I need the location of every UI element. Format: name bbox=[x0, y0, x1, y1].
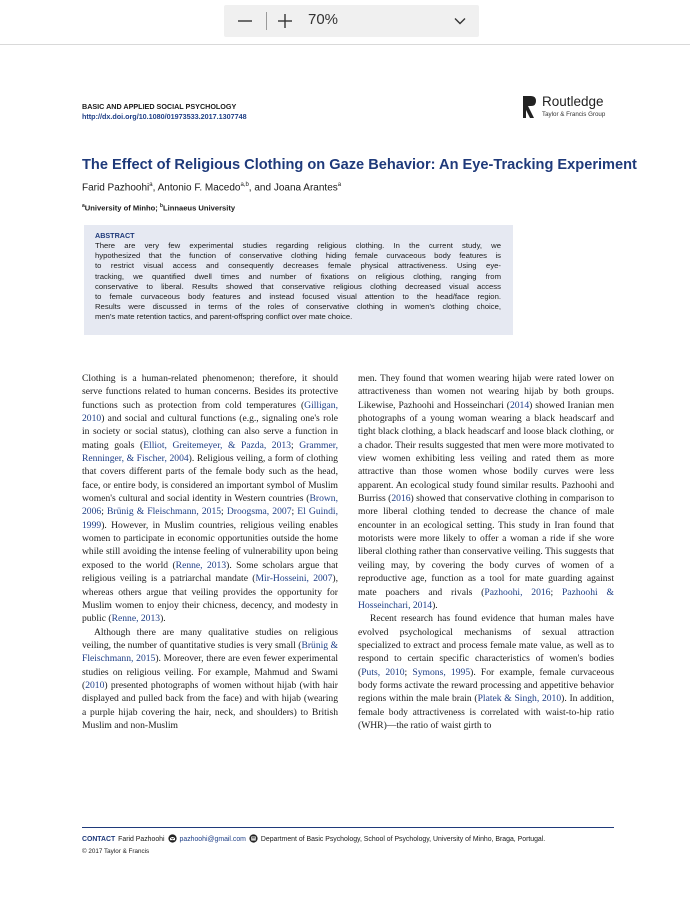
journal-header bbox=[82, 102, 247, 122]
citation-link[interactable]: Brown, 2006 bbox=[82, 493, 338, 518]
body-text: ). bbox=[160, 613, 166, 625]
body-text: ) and social and cultural functions (e.g., signaling one's role in society or social status), clothing can also serve a function in mating goals ( bbox=[82, 413, 338, 451]
body-text: ), whereas others argue that veiling provides the opportunity for Muslim women to enjoy their chicness, decency, and modesty in public ( bbox=[82, 573, 338, 625]
plus-icon bbox=[277, 13, 293, 29]
body-text: Clothing is a human-related phenomenon; therefore, it should serve functions related to human concerns. Besides its protective functions such as protection from cold temperatures ( bbox=[82, 373, 338, 411]
abstract-line: tracking, we quantified dwell times and number of fixations on religious clothing, ranging from bbox=[95, 271, 501, 281]
abstract-line: There are very few experimental studies regarding religious clothing. In the current study, we bbox=[95, 241, 501, 250]
zoom-out-button[interactable] bbox=[228, 5, 262, 37]
author-affiliation-mark: a bbox=[149, 182, 153, 188]
abstract-line: men's mate retention tactics, and parent-offspring conflict over mate choice. bbox=[95, 312, 353, 322]
body-text: ). Moreover, there are even fewer experimental studies on religious veiling. For example, Mahmud and Swami ( bbox=[82, 653, 339, 691]
zoom-control bbox=[224, 5, 479, 37]
abstract-line: to female curvaceous body features and instead focused visual attention to the head/face region. bbox=[95, 292, 501, 302]
email-icon bbox=[168, 834, 177, 845]
zoom-value[interactable]: 70% bbox=[308, 11, 339, 28]
citation-link[interactable]: Pazhoohi & Hosseinchari, 2014 bbox=[358, 586, 614, 611]
citation-link[interactable]: Renne, 2013 bbox=[111, 613, 161, 625]
citation-link[interactable]: Brünig & Fleischmann, 2015 bbox=[106, 506, 222, 518]
body-column-left bbox=[82, 372, 338, 732]
body-text: ). However, in Muslim countries, religious veiling enables women to participate in economic opportunities outside the home while still avoiding the intense feeling of vulnerability upon being exposed to the world ( bbox=[82, 519, 338, 571]
author-name: Joana Arantes bbox=[273, 182, 338, 194]
abstract-line: Results were discussed in terms of the roles of conservative clothing in women's clothing choice, bbox=[95, 302, 501, 312]
body-text: ). bbox=[432, 599, 438, 611]
body-text: Recent research has found evidence that human males have evolved psychological mechanisms of sexual attraction specialized to extract and process female mate value, as well as to respond to certain specific characteristics of women's bodies ( bbox=[358, 613, 614, 678]
citation-link[interactable]: Mir-Hosseini, 2007 bbox=[255, 573, 333, 585]
footer-rule bbox=[82, 827, 614, 828]
citation-link[interactable]: Platek & Singh, 2010 bbox=[477, 693, 562, 705]
toolbar-separator bbox=[266, 12, 267, 30]
body-text: ; bbox=[101, 506, 107, 518]
body-text: ; bbox=[291, 506, 298, 518]
body-paragraph bbox=[358, 612, 614, 732]
author-name: Antonio F. Macedo bbox=[157, 182, 241, 194]
routledge-logo-icon bbox=[520, 94, 538, 120]
zoom-dropdown[interactable] bbox=[450, 11, 470, 31]
citation-link[interactable]: Renne, 2013 bbox=[175, 559, 227, 571]
affiliation-mark: b bbox=[159, 203, 163, 209]
citation-link[interactable]: Brünig & Fleischmann, 2015 bbox=[82, 639, 338, 665]
doi-link[interactable]: http://dx.doi.org/10.1080/01973533.2017.1307748 bbox=[82, 112, 247, 121]
pdf-page bbox=[0, 45, 690, 924]
copyright-notice: © 2017 Taylor & Francis bbox=[82, 848, 150, 855]
citation-link[interactable]: 2010 bbox=[85, 679, 105, 691]
abstract-line: hypothesized that the function of conservative clothing hiding female curvaceous body features is bbox=[95, 251, 501, 261]
body-text: Although there are many qualitative studies on religious veiling, the number of quantitative studies is very small ( bbox=[82, 626, 338, 651]
contact-line bbox=[82, 834, 545, 845]
body-text: ; bbox=[404, 666, 413, 678]
body-text: ; bbox=[550, 586, 562, 598]
body-text: ) presented photographs of women without hijab (with hair displayed and pulled back from the face) and with hijab (wearing a purple hijab covering the hair, neck, and shoulders) to British Muslim and non-Muslim bbox=[82, 679, 338, 731]
article-authors: Farid Pazhoohi$^a$, Antonio F. Macedo$^{a,b}$, and Joana Arantes$^a$ bbox=[82, 182, 342, 194]
author-name: Farid Pazhoohi bbox=[82, 182, 150, 194]
publisher-subtitle: Taylor & Francis Group bbox=[542, 111, 606, 118]
pdf-toolbar bbox=[0, 0, 690, 45]
affiliation-name: University of Minho; bbox=[84, 203, 160, 213]
publisher-name: Routledge bbox=[542, 94, 604, 109]
citation-link[interactable]: Puts, 2010 bbox=[361, 666, 405, 678]
abstract-text bbox=[95, 241, 501, 323]
publisher-logo bbox=[520, 94, 620, 124]
article-title: The Effect of Religious Clothing on Gaze Behavior: An Eye-Tracking Experiment bbox=[82, 157, 637, 173]
body-paragraph bbox=[358, 372, 614, 612]
affiliation-name: Linnaeus University bbox=[162, 203, 236, 213]
body-text: ). Religious veiling, a form of clothing that covers different parts of the female body such as the head, face, or entire body, is considered an important symbol of Muslim women's cultural and social identity in Western countries ( bbox=[82, 453, 338, 505]
citation-link[interactable]: El Guindi, 1999 bbox=[82, 506, 338, 531]
author-affiliation-mark: a,b bbox=[240, 182, 249, 188]
body-text: ). Some scholars argue that religious veiling is a patriarchal mandate ( bbox=[82, 559, 339, 585]
body-text: men. They found that women wearing hijab were rated lower on attractiveness than women not wearing hijab by both groups. Likewise, Pazhoohi and Hosseinchari ( bbox=[358, 373, 614, 411]
citation-link[interactable]: Gilligan, 2010 bbox=[82, 399, 338, 425]
body-text: ) showed that conservative clothing in comparison to more liberal clothing tended to decrease the chance of male encounter in an ecological setting. This study in Iran found that motorists were more likely to offer a woman a ride if she wore liberal clothing rather than conservative veiling. This suggests that veiling may, by covering the body curves of women of a reproductive age, function as a tool for mate guarding against mate poachers and rivals ( bbox=[358, 493, 614, 598]
citation-link[interactable]: Elliot, Greitemeyer, & Pazda, 2013 bbox=[143, 439, 291, 451]
affiliation-mark: a bbox=[82, 203, 85, 209]
minus-icon bbox=[237, 13, 253, 29]
article-affiliations bbox=[82, 203, 235, 213]
zoom-in-button[interactable] bbox=[268, 5, 302, 37]
abstract-line: conservative to liberal. Results showed that conservative religious clothing decreased visual access bbox=[95, 281, 501, 291]
citation-link[interactable]: 2016 bbox=[391, 493, 411, 505]
citation-link[interactable]: Symons, 1995 bbox=[412, 666, 471, 678]
contact-address: Department of Basic Psychology, School of Psychology, University of Minho, Braga, Portugal. bbox=[260, 836, 546, 843]
body-text: ; bbox=[221, 506, 227, 518]
abstract-box bbox=[84, 225, 513, 335]
citation-link[interactable]: Droogsma, 2007 bbox=[226, 506, 292, 518]
citation-link[interactable]: 2014 bbox=[509, 399, 530, 411]
contact-label: CONTACT bbox=[82, 836, 116, 843]
abstract-line: to restrict visual access and consequently decreases female physical attractiveness. Using eye- bbox=[95, 261, 501, 271]
body-paragraph bbox=[82, 372, 338, 626]
author-affiliation-mark: a bbox=[337, 182, 342, 188]
contact-email[interactable]: pazhoohi@gmail.com bbox=[179, 836, 246, 843]
body-text: ). In addition, female body attractiveness is correlated with waist-to-hip ratio (WHR)—the ratio of waist girth to bbox=[358, 693, 615, 731]
body-text: ) showed Iranian men photographs of a young woman wearing a black headscarf and tight black clothing, a black headscarf and loose black clothing, or a chador. Their results suggested that men were more motivated to view women exhibiting less veiling and rated them as more attractive than those women whose bodily curves were less apparent. An ecological study found similar results. Pazhoohi and Burriss ( bbox=[358, 399, 614, 505]
address-icon bbox=[249, 834, 258, 845]
abstract-label: ABSTRACT bbox=[95, 231, 135, 240]
chevron-down-icon bbox=[454, 17, 466, 25]
body-text: ). For example, female curvaceous body forms activate the reward processing and appetitive behavior regions within the male brain ( bbox=[358, 666, 614, 705]
body-text: ; bbox=[291, 439, 300, 451]
contact-name: Farid Pazhoohi bbox=[118, 836, 165, 843]
journal-name: BASIC AND APPLIED SOCIAL PSYCHOLOGY bbox=[82, 102, 237, 111]
citation-link[interactable]: Pazhoohi, 2016 bbox=[484, 586, 551, 598]
body-paragraph bbox=[82, 626, 338, 733]
citation-link[interactable]: Grammer, Renninger, & Fischer, 2004 bbox=[82, 439, 338, 465]
body-column-right bbox=[358, 372, 614, 732]
